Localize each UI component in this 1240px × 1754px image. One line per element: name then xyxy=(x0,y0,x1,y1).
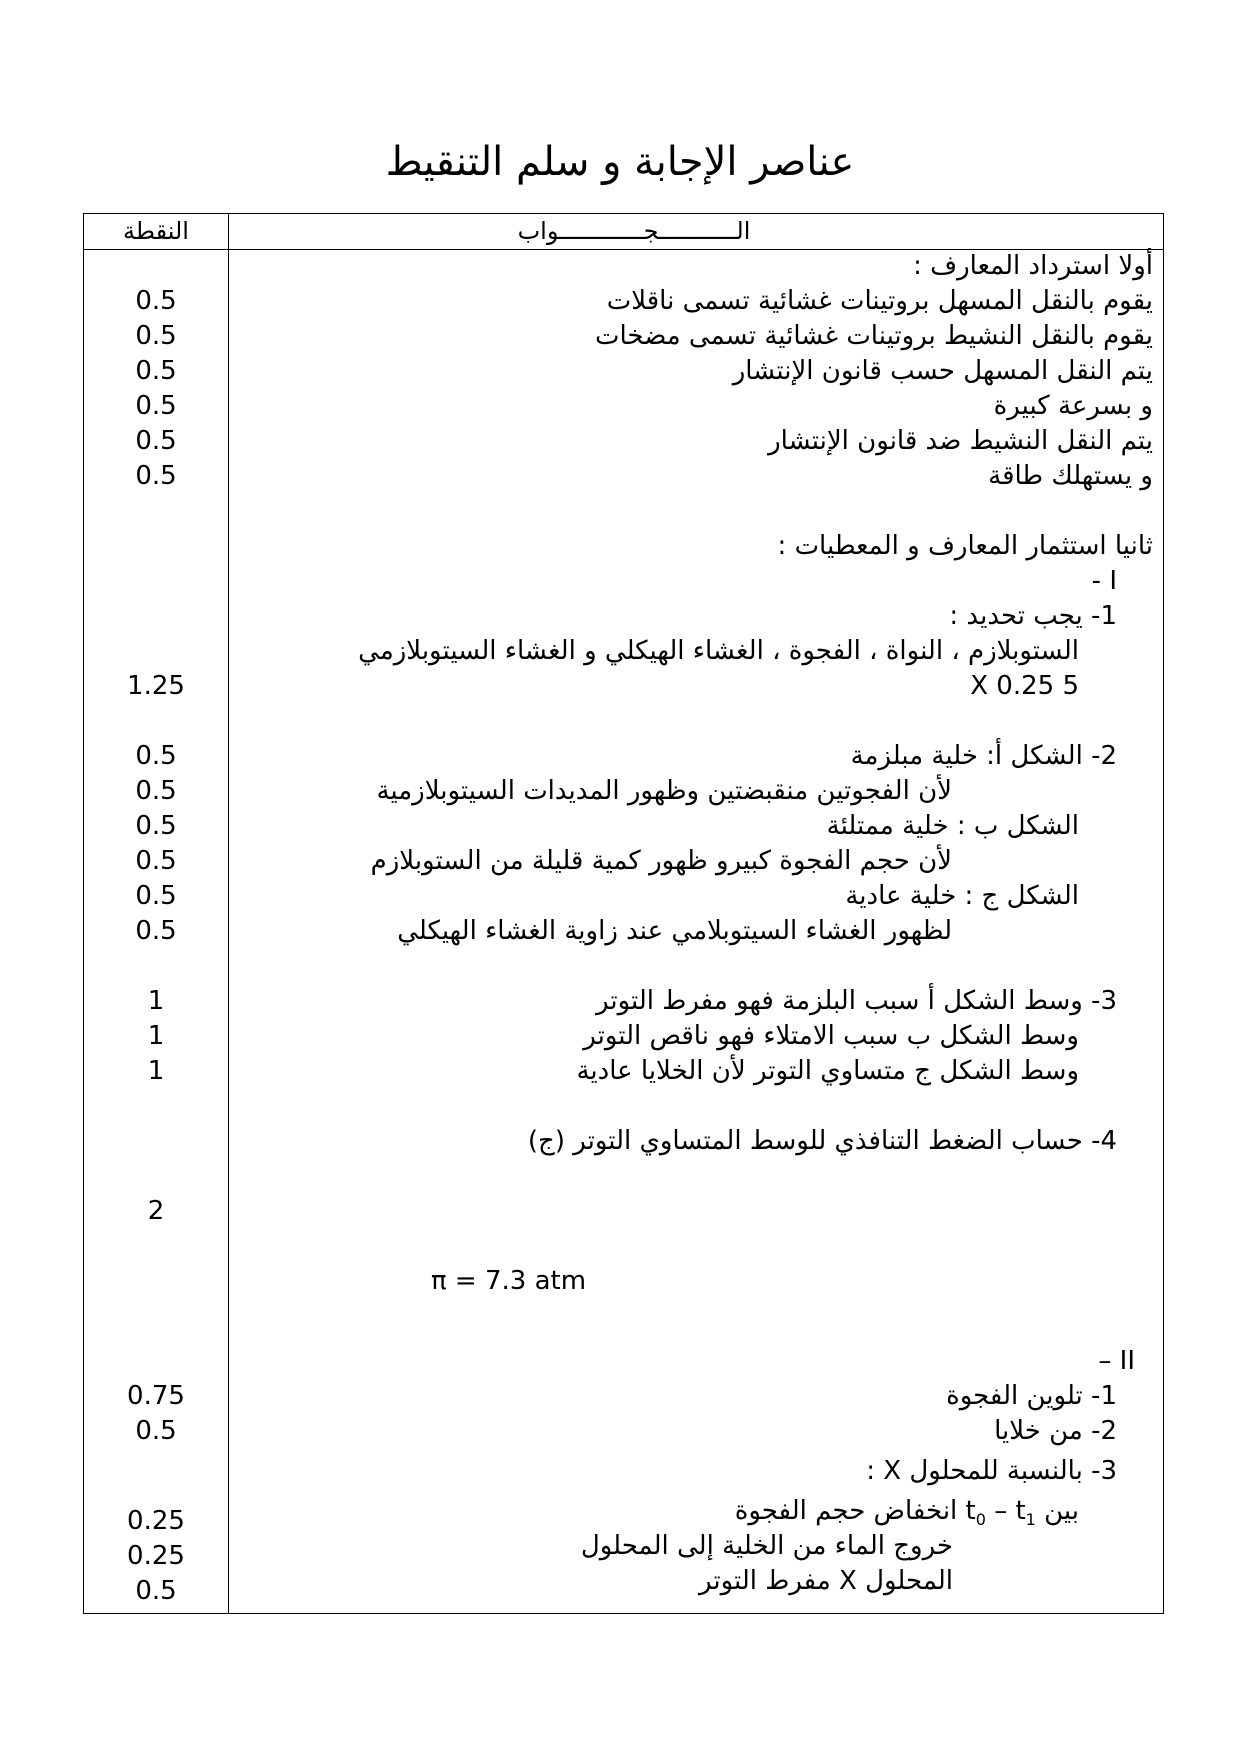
p2-q3-line2: خروج الماء من الخلية إلى المحلول xyxy=(580,1531,953,1561)
p2-q3-line1 xyxy=(735,1494,1079,1529)
q2-line: 2- الشكل أ: خلية مبلزمة xyxy=(850,741,1117,771)
q3-line: وسط الشكل ب سبب الامتلاء فهو ناقص التوتر xyxy=(583,1021,1079,1051)
points-value: 0.5 xyxy=(135,426,177,456)
points-value: 1 xyxy=(147,1056,165,1086)
points-value: 0.25 xyxy=(127,1541,185,1571)
column-divider xyxy=(228,214,229,1613)
section1-line: يتم النقل المسهل حسب قانون الإنتشار xyxy=(732,356,1153,386)
points-value: 0.5 xyxy=(135,1576,177,1606)
p2-q2: 2- من خلايا xyxy=(994,1416,1117,1446)
q2-line: لأن الفجوتين منقبضتين وظهور المديدات السيتوبلازمية xyxy=(376,776,952,806)
q1-title: 1- يجب تحديد : xyxy=(949,601,1117,631)
answer-table xyxy=(83,213,1164,1614)
points-value: 0.5 xyxy=(135,846,177,876)
points-value: 0.5 xyxy=(135,391,177,421)
q4-title: 4- حساب الضغط التنافذي للوسط المتساوي التوتر (ج) xyxy=(527,1126,1117,1156)
p2-q3-between: بين xyxy=(1044,1496,1079,1526)
q2-line: الشكل ج : خلية عادية xyxy=(845,881,1079,911)
q1-line: الستوبلازم ، النواة ، الفجوة ، الغشاء الهيكلي و الغشاء السيتوبلازمي xyxy=(358,636,1079,666)
points-value: 1 xyxy=(147,986,165,1016)
section1-line: يقوم بالنقل المسهل بروتينات غشائية تسمى ناقلات xyxy=(606,286,1153,316)
section2-heading: ثانيا استثمار المعارف و المعطيات : xyxy=(777,531,1153,561)
page-title: عناصر الإجابة و سلم التنقيط xyxy=(385,139,855,185)
section1-line: و بسرعة كبيرة xyxy=(993,391,1153,421)
section1-heading-text: أولا استرداد المعارف : xyxy=(913,251,1153,281)
q4-result: π = 7.3 atm xyxy=(431,1266,587,1296)
p2-q3-times: $t_0 - t_1$ xyxy=(965,1496,1036,1530)
points-value: 0.5 xyxy=(135,356,177,386)
section1-line: يتم النقل النشيط ضد قانون الإنتشار xyxy=(768,426,1153,456)
points-value: 1 xyxy=(147,1021,165,1051)
q3-line: وسط الشكل ج متساوي التوتر لأن الخلايا عادية xyxy=(576,1056,1079,1086)
section1-line: يقوم بالنقل النشيط بروتينات غشائية تسمى مضخات xyxy=(595,321,1153,351)
p2-q3-title: 3- بالنسبة للمحلول X : xyxy=(866,1456,1117,1486)
points-value: 0.25 xyxy=(127,1506,185,1536)
points-value: 0.5 xyxy=(135,881,177,911)
points-value: 1.25 xyxy=(127,671,185,701)
points-value: 0.5 xyxy=(135,286,177,316)
q2-line: لظهور الغشاء السيتوبلامي عند زاوية الغشاء الهيكلي xyxy=(397,916,952,946)
p2-q1: 1- تلوين الفجوة xyxy=(946,1381,1117,1411)
points-value: 0.5 xyxy=(135,811,177,841)
q3-line: 3- وسط الشكل أ سبب البلزمة فهو مفرط التوتر xyxy=(596,986,1117,1016)
points-value: 0.5 xyxy=(135,776,177,806)
section1-line: و يستهلك طاقة xyxy=(988,461,1153,491)
points-value: 0.75 xyxy=(127,1381,185,1411)
q1-line: 5 X 0.25 xyxy=(970,671,1079,701)
header-points: النقطة xyxy=(123,217,189,245)
points-value: 0.5 xyxy=(135,1416,177,1446)
p2-q3-rest: انخفاض حجم الفجوة xyxy=(734,1496,958,1526)
points-value: 0.5 xyxy=(135,741,177,771)
part2-label: II – xyxy=(1098,1346,1135,1376)
points-value: 0.5 xyxy=(135,321,177,351)
part1-label: I - xyxy=(1091,566,1117,596)
header-answer: الـــــــــــجــــــــــــواب xyxy=(517,217,751,245)
points-value: 2 xyxy=(147,1196,165,1226)
q2-line: لأن حجم الفجوة كبيرو ظهور كمية قليلة من الستوبلازم xyxy=(370,846,952,876)
points-value: 0.5 xyxy=(135,461,177,491)
points-value: 0.5 xyxy=(135,916,177,946)
p2-q3-line3: المحلول X مفرط التوتر xyxy=(699,1566,953,1596)
q2-line: الشكل ب : خلية ممتلئة xyxy=(826,811,1079,841)
